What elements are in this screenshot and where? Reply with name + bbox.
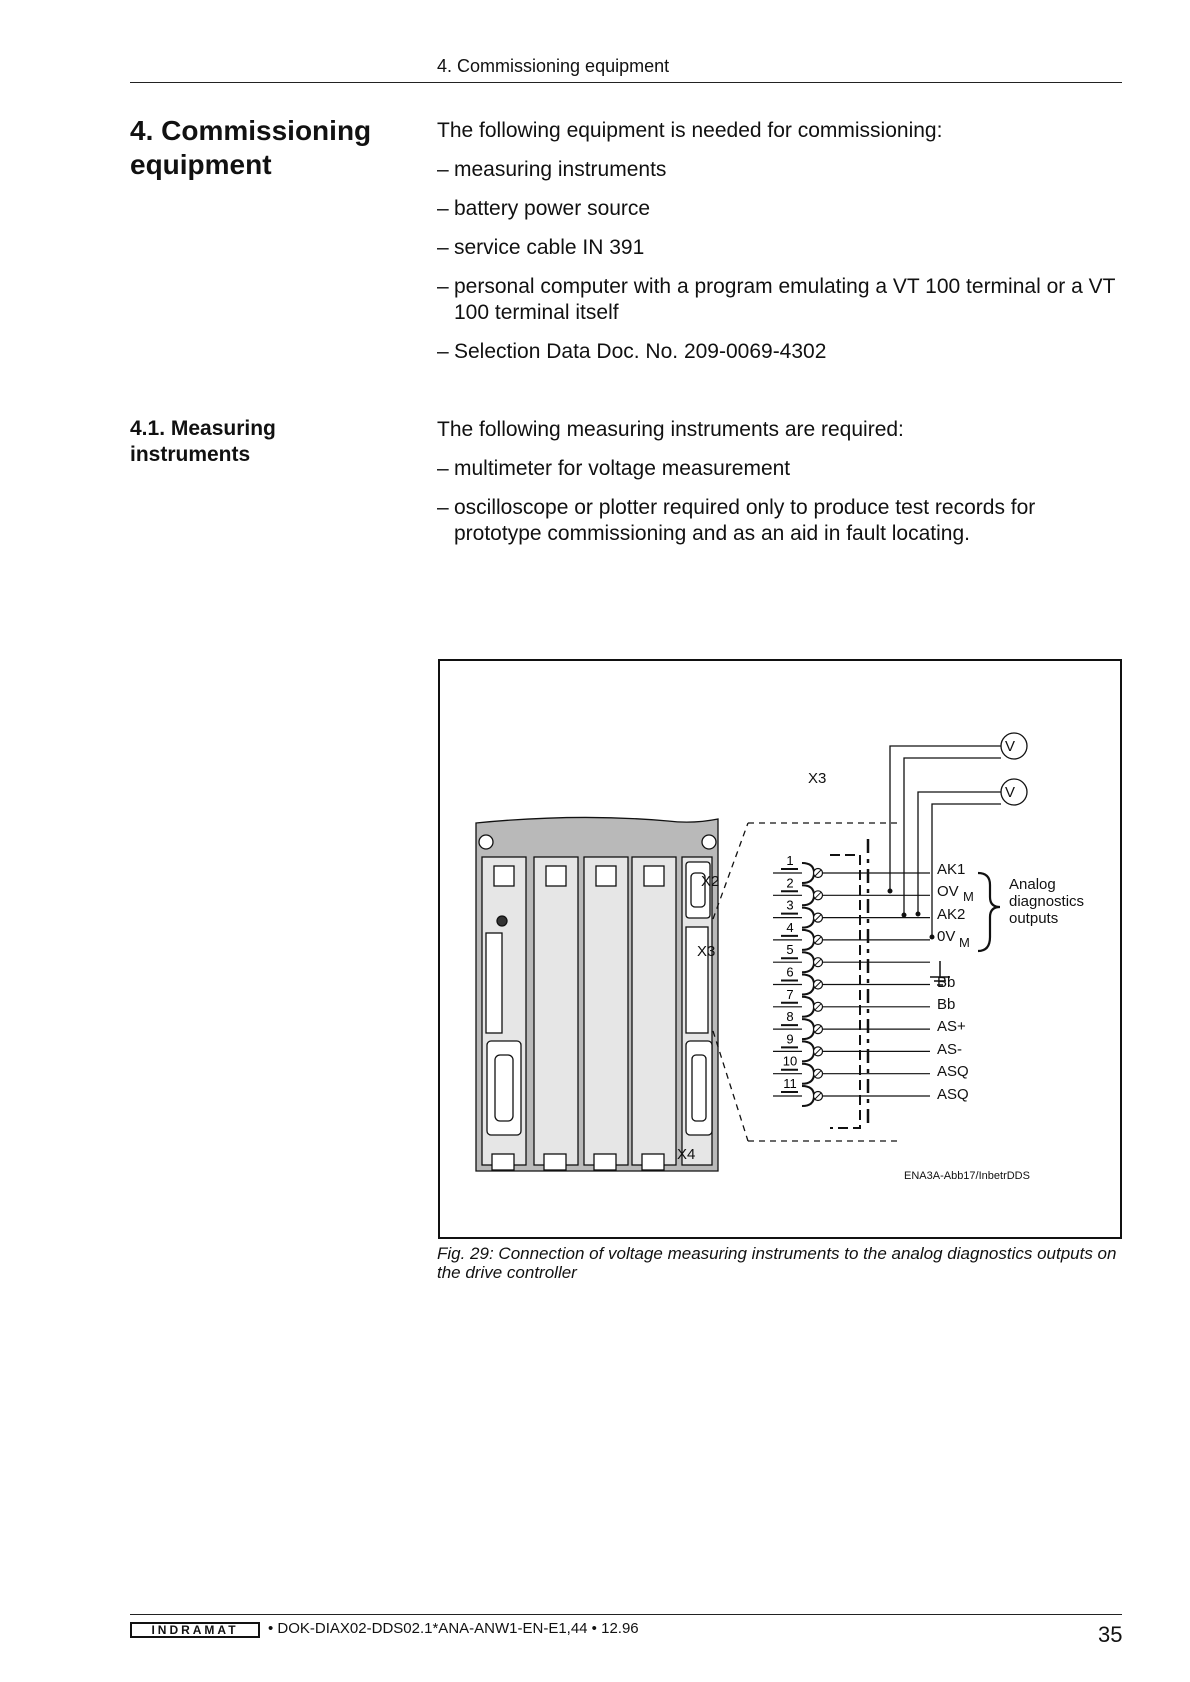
x2-label: X2: [701, 873, 720, 890]
terminal-pin: [773, 898, 930, 928]
list-item: – personal computer with a program emulating a VT 100 terminal or a VT 100 terminal itself: [437, 274, 1127, 326]
subsection-intro: The following measuring instruments are required:: [437, 418, 904, 441]
page-number: 35: [1098, 1622, 1123, 1647]
pin-number: 11: [783, 1076, 797, 1091]
x4-label: X4: [677, 1146, 696, 1163]
indramat-logo: INDRAMAT: [130, 1622, 260, 1638]
led-icon: [497, 916, 507, 926]
terminal-pin: [773, 1076, 930, 1106]
x2-connector: [686, 862, 710, 918]
list-item: – multimeter for voltage measurement: [437, 456, 1127, 482]
pin-number: 2: [786, 875, 794, 891]
signal-label: AS+: [937, 1018, 966, 1035]
brace-label: Analog: [1009, 876, 1056, 893]
screw-icon: [479, 835, 493, 849]
signal-label: M: [963, 889, 974, 904]
footer-doc-number: • DOK-DIAX02-DDS02.1*ANA-ANW1-EN-E1,44 • 12.96: [268, 1620, 639, 1637]
list-item: – service cable IN 391: [437, 235, 1127, 261]
signal-label: AK1: [937, 861, 966, 878]
module-slot: [584, 857, 628, 1165]
pin-number: 8: [786, 1009, 794, 1025]
terminal-pin: [773, 942, 930, 972]
brace-label: diagnostics: [1009, 893, 1085, 910]
wiring-diagram: [438, 659, 1122, 1239]
brace-label: outputs: [1009, 910, 1059, 927]
instrument-list: [437, 456, 1127, 560]
signal-label: AK2: [937, 906, 966, 923]
terminal-strip: [486, 933, 502, 1033]
signal-label: M: [959, 935, 970, 950]
terminal-header-label: X3: [808, 770, 827, 787]
pin-number: 3: [786, 897, 794, 913]
pin-number: 4: [786, 919, 794, 935]
voltmeter-label: V: [1004, 738, 1016, 755]
pin-number: 10: [782, 1053, 798, 1069]
equipment-list: [437, 157, 1127, 378]
signal-label: ASQ: [937, 1086, 969, 1103]
module-slot: [534, 857, 578, 1165]
signal-label: AS-: [937, 1041, 963, 1058]
terminal-pin: [773, 875, 930, 905]
voltmeter-label: V: [1004, 784, 1016, 801]
terminal-pin: [773, 920, 930, 950]
pin-number: 7: [786, 986, 794, 1002]
list-item: – oscilloscope or plotter required only to produce test records for prototype commissioning and as an aid in fault locating.: [437, 495, 1127, 547]
header-divider: [130, 82, 1122, 83]
x3-label: X3: [697, 943, 716, 960]
section-title: 4. Commissioning equipment: [130, 115, 372, 180]
footer-divider: [130, 1614, 1122, 1615]
module-slot: [632, 857, 676, 1165]
terminal-pins: [773, 853, 930, 1106]
signal-label: 0V: [937, 928, 956, 945]
figure-caption: Fig. 29: Connection of voltage measuring instruments to the analog diagnostics outputs on the drive controller: [437, 1244, 1117, 1282]
pin-number: 6: [786, 964, 794, 980]
list-item: – battery power source: [437, 196, 1127, 222]
signal-label: Bb: [937, 996, 956, 1013]
pin-number: 9: [786, 1031, 794, 1047]
running-header: 4. Commissioning equipment: [437, 56, 670, 76]
section-intro: The following equipment is needed for commissioning:: [437, 119, 943, 142]
terminal-pin: [773, 965, 930, 995]
pin-number: 5: [786, 942, 794, 958]
subsection-title: 4.1. Measuring instruments: [130, 417, 276, 466]
pin-number: 1: [786, 853, 794, 868]
list-item: – Selection Data Doc. No. 209-0069-4302: [437, 339, 1127, 365]
terminal-pin: [773, 987, 930, 1017]
list-item: – measuring instruments: [437, 157, 1127, 183]
terminal-pin: [773, 1009, 930, 1039]
figure-reference: ENA3A-Abb17/InbetrDDS: [904, 1170, 1030, 1182]
signal-label: Bb: [937, 974, 956, 991]
signal-label: ASQ: [937, 1063, 969, 1080]
signal-label: OV: [937, 883, 959, 900]
terminal-pin: [773, 853, 930, 883]
screw-icon: [702, 835, 716, 849]
